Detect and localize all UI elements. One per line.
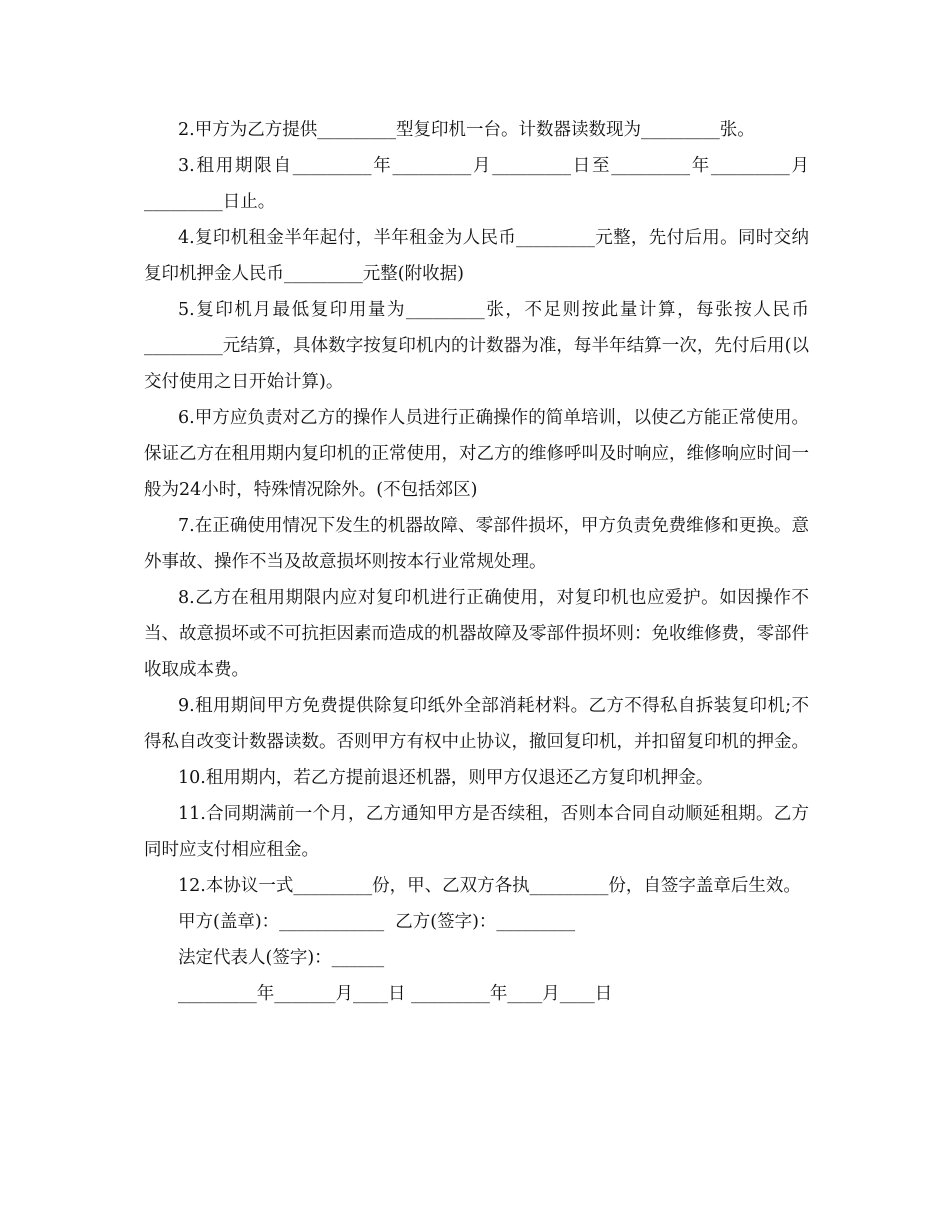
clause-9: 9.租用期间甲方免费提供除复印纸外全部消耗材料。乙方不得私自拆装复印机;不得私自改变计数器读数。否则甲方有权中止协议，撤回复印机，并扣留复印机的押金。	[144, 696, 809, 752]
clause-4: 4.复印机租金半年起付，半年租金为人民币_________元整，先付后用。同时交纳复印机押金人民币_________元整(附收据)	[144, 228, 809, 284]
signature-date-line: _________年_______月____日 _________年____月____日	[178, 984, 613, 1004]
clause-11: 11.合同期满前一个月，乙方通知甲方是否续租，否则本合同自动顺延租期。乙方同时应支付相应租金。	[144, 804, 809, 860]
clause-3: 3.租用期限自_________年_________月_________日至_________年_________月_________日止。	[144, 156, 809, 212]
clause-2: 2.甲方为乙方提供_________型复印机一台。计数器读数现为_________张。	[178, 120, 755, 140]
signature-parties-line: 甲方(盖章)：____________ 乙方(签字)：_________	[178, 912, 576, 932]
clause-8: 8.乙方在租用期限内应对复印机进行正确使用，对复印机也应爱护。如因操作不当、故意损坏或不可抗拒因素而造成的机器故障及零部件损坏则：免收维修费，零部件收取成本费。	[144, 588, 809, 680]
clause-6: 6.甲方应负责对乙方的操作人员进行正确操作的简单培训，以使乙方能正常使用。保证乙方在租用期内复印机的正常使用，对乙方的维修呼叫及时响应，维修响应时间一般为24小时，特殊情况除外。(不包括郊区)	[144, 408, 809, 500]
clause-7: 7.在正确使用情况下发生的机器故障、零部件损坏，甲方负责免费维修和更换。意外事故、操作不当及故意损坏则按本行业常规处理。	[144, 516, 809, 572]
clause-12: 12.本协议一式_________份，甲、乙双方各执_________份，自签字盖章后生效。	[178, 876, 801, 896]
signature-representative-line: 法定代表人(签字)：______	[178, 948, 385, 968]
contract-body	[144, 112, 809, 1012]
clause-5: 5.复印机月最低复印用量为_________张，不足则按此量计算，每张按人民币_________元结算，具体数字按复印机内的计数器为准，每半年结算一次，先付后用(以交付使用之日开始计算)。	[144, 300, 809, 392]
clause-10: 10.租用期内，若乙方提前退还机器，则甲方仅退还乙方复印机押金。	[178, 768, 714, 788]
